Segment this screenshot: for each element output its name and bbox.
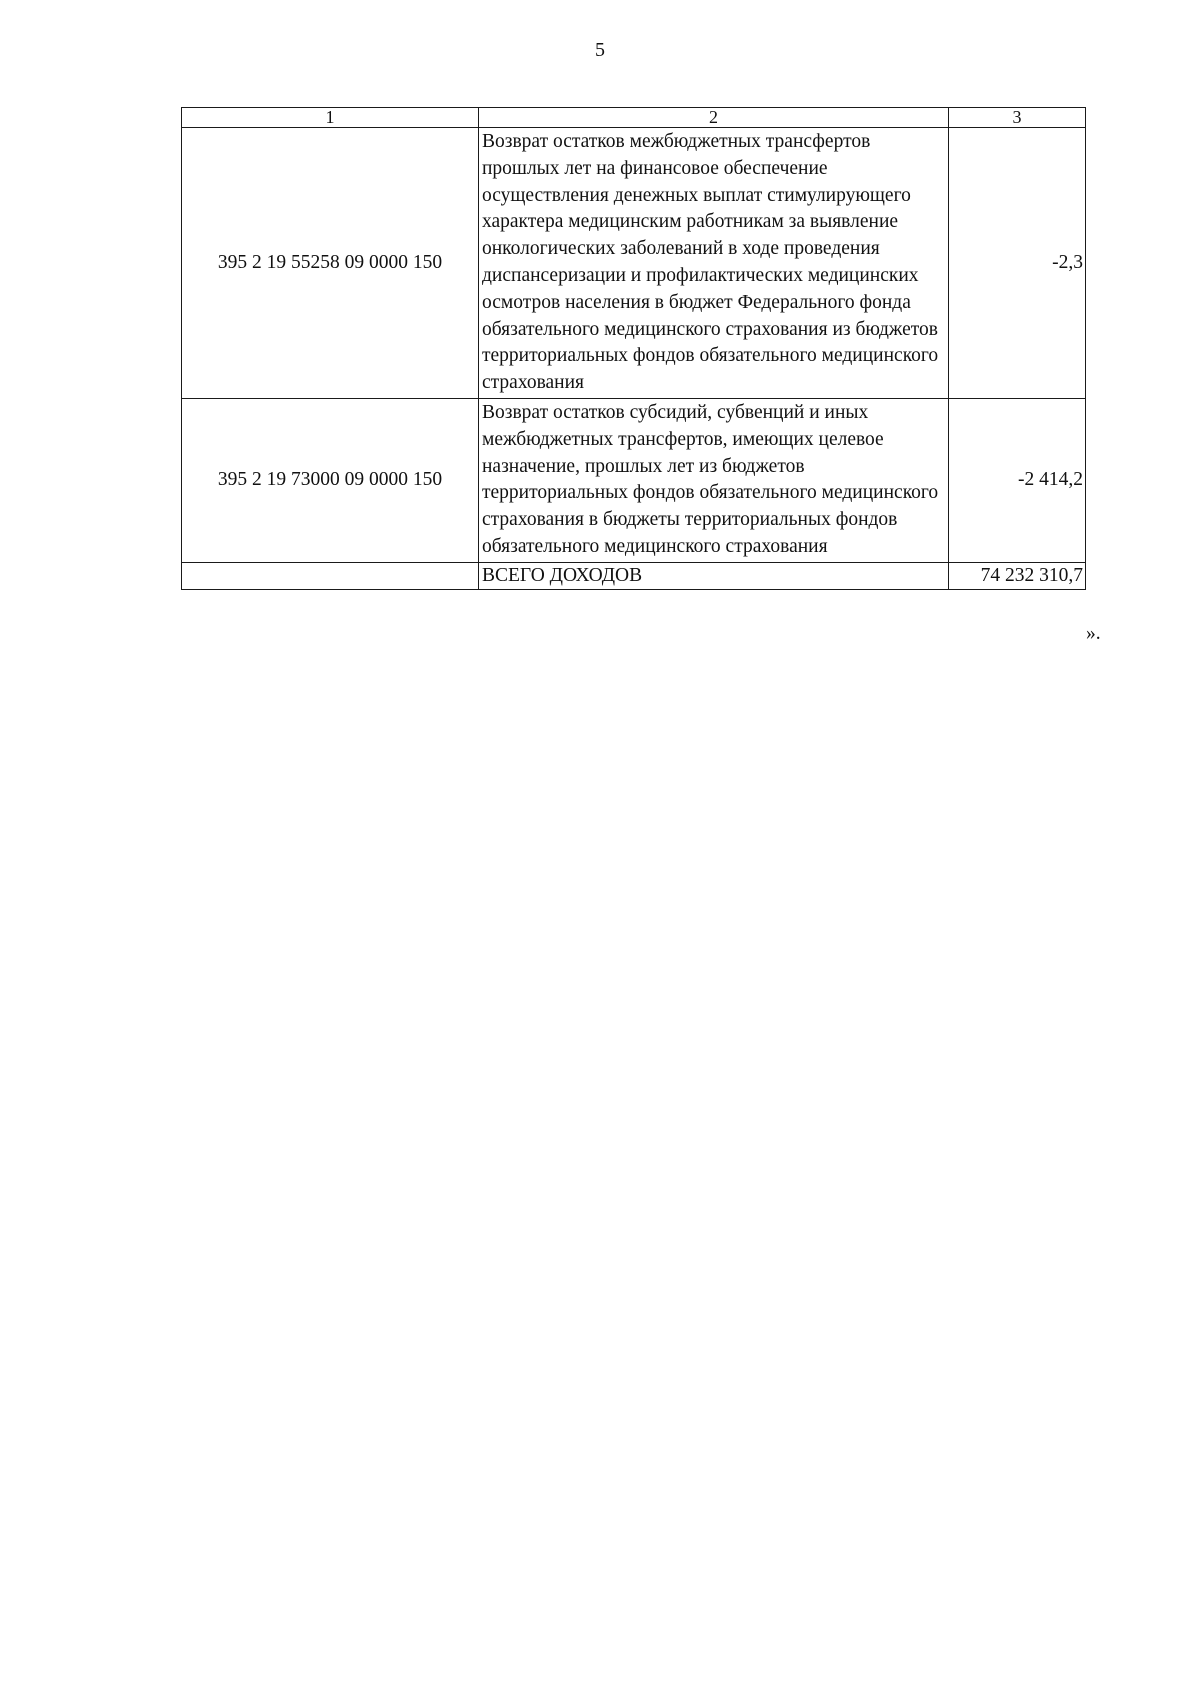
income-description: Возврат остатков межбюджетных трансфертов прошлых лет на финансовое обеспечение осуществления денежных выплат стимулирующего характера медицинским работникам за выявление онкологических заболеваний в ходе проведения диспансеризации и профилактических медицинских осмотров населения в бюджет Федерального фонда обязательного медицинского страхования из бюджетов территориальных фондов обязательного медицинского страхования: [479, 128, 949, 399]
income-amount: -2,3: [949, 128, 1086, 399]
total-row: [182, 562, 1086, 589]
total-code: [182, 562, 479, 589]
table-row: [182, 128, 1086, 399]
classification-code: 395 2 19 55258 09 0000 150: [182, 128, 479, 399]
classification-code: 395 2 19 73000 09 0000 150: [182, 398, 479, 562]
table-row: [182, 398, 1086, 562]
column-header-2: 2: [479, 108, 949, 128]
total-amount: 74 232 310,7: [949, 562, 1086, 589]
income-amount: -2 414,2: [949, 398, 1086, 562]
column-header-1: 1: [182, 108, 479, 128]
table-header-row: [182, 108, 1086, 128]
page-number: 5: [595, 39, 605, 61]
column-header-3: 3: [949, 108, 1086, 128]
revenue-table: [181, 107, 1086, 590]
closing-quote-mark: ».: [1086, 623, 1101, 644]
total-label: ВСЕГО ДОХОДОВ: [479, 562, 949, 589]
income-description: Возврат остатков субсидий, субвенций и иных межбюджетных трансфертов, имеющих целевое назначение, прошлых лет из бюджетов территориальных фондов обязательного медицинского страхования в бюджеты территориальных фондов обязательного медицинского страхования: [479, 398, 949, 562]
